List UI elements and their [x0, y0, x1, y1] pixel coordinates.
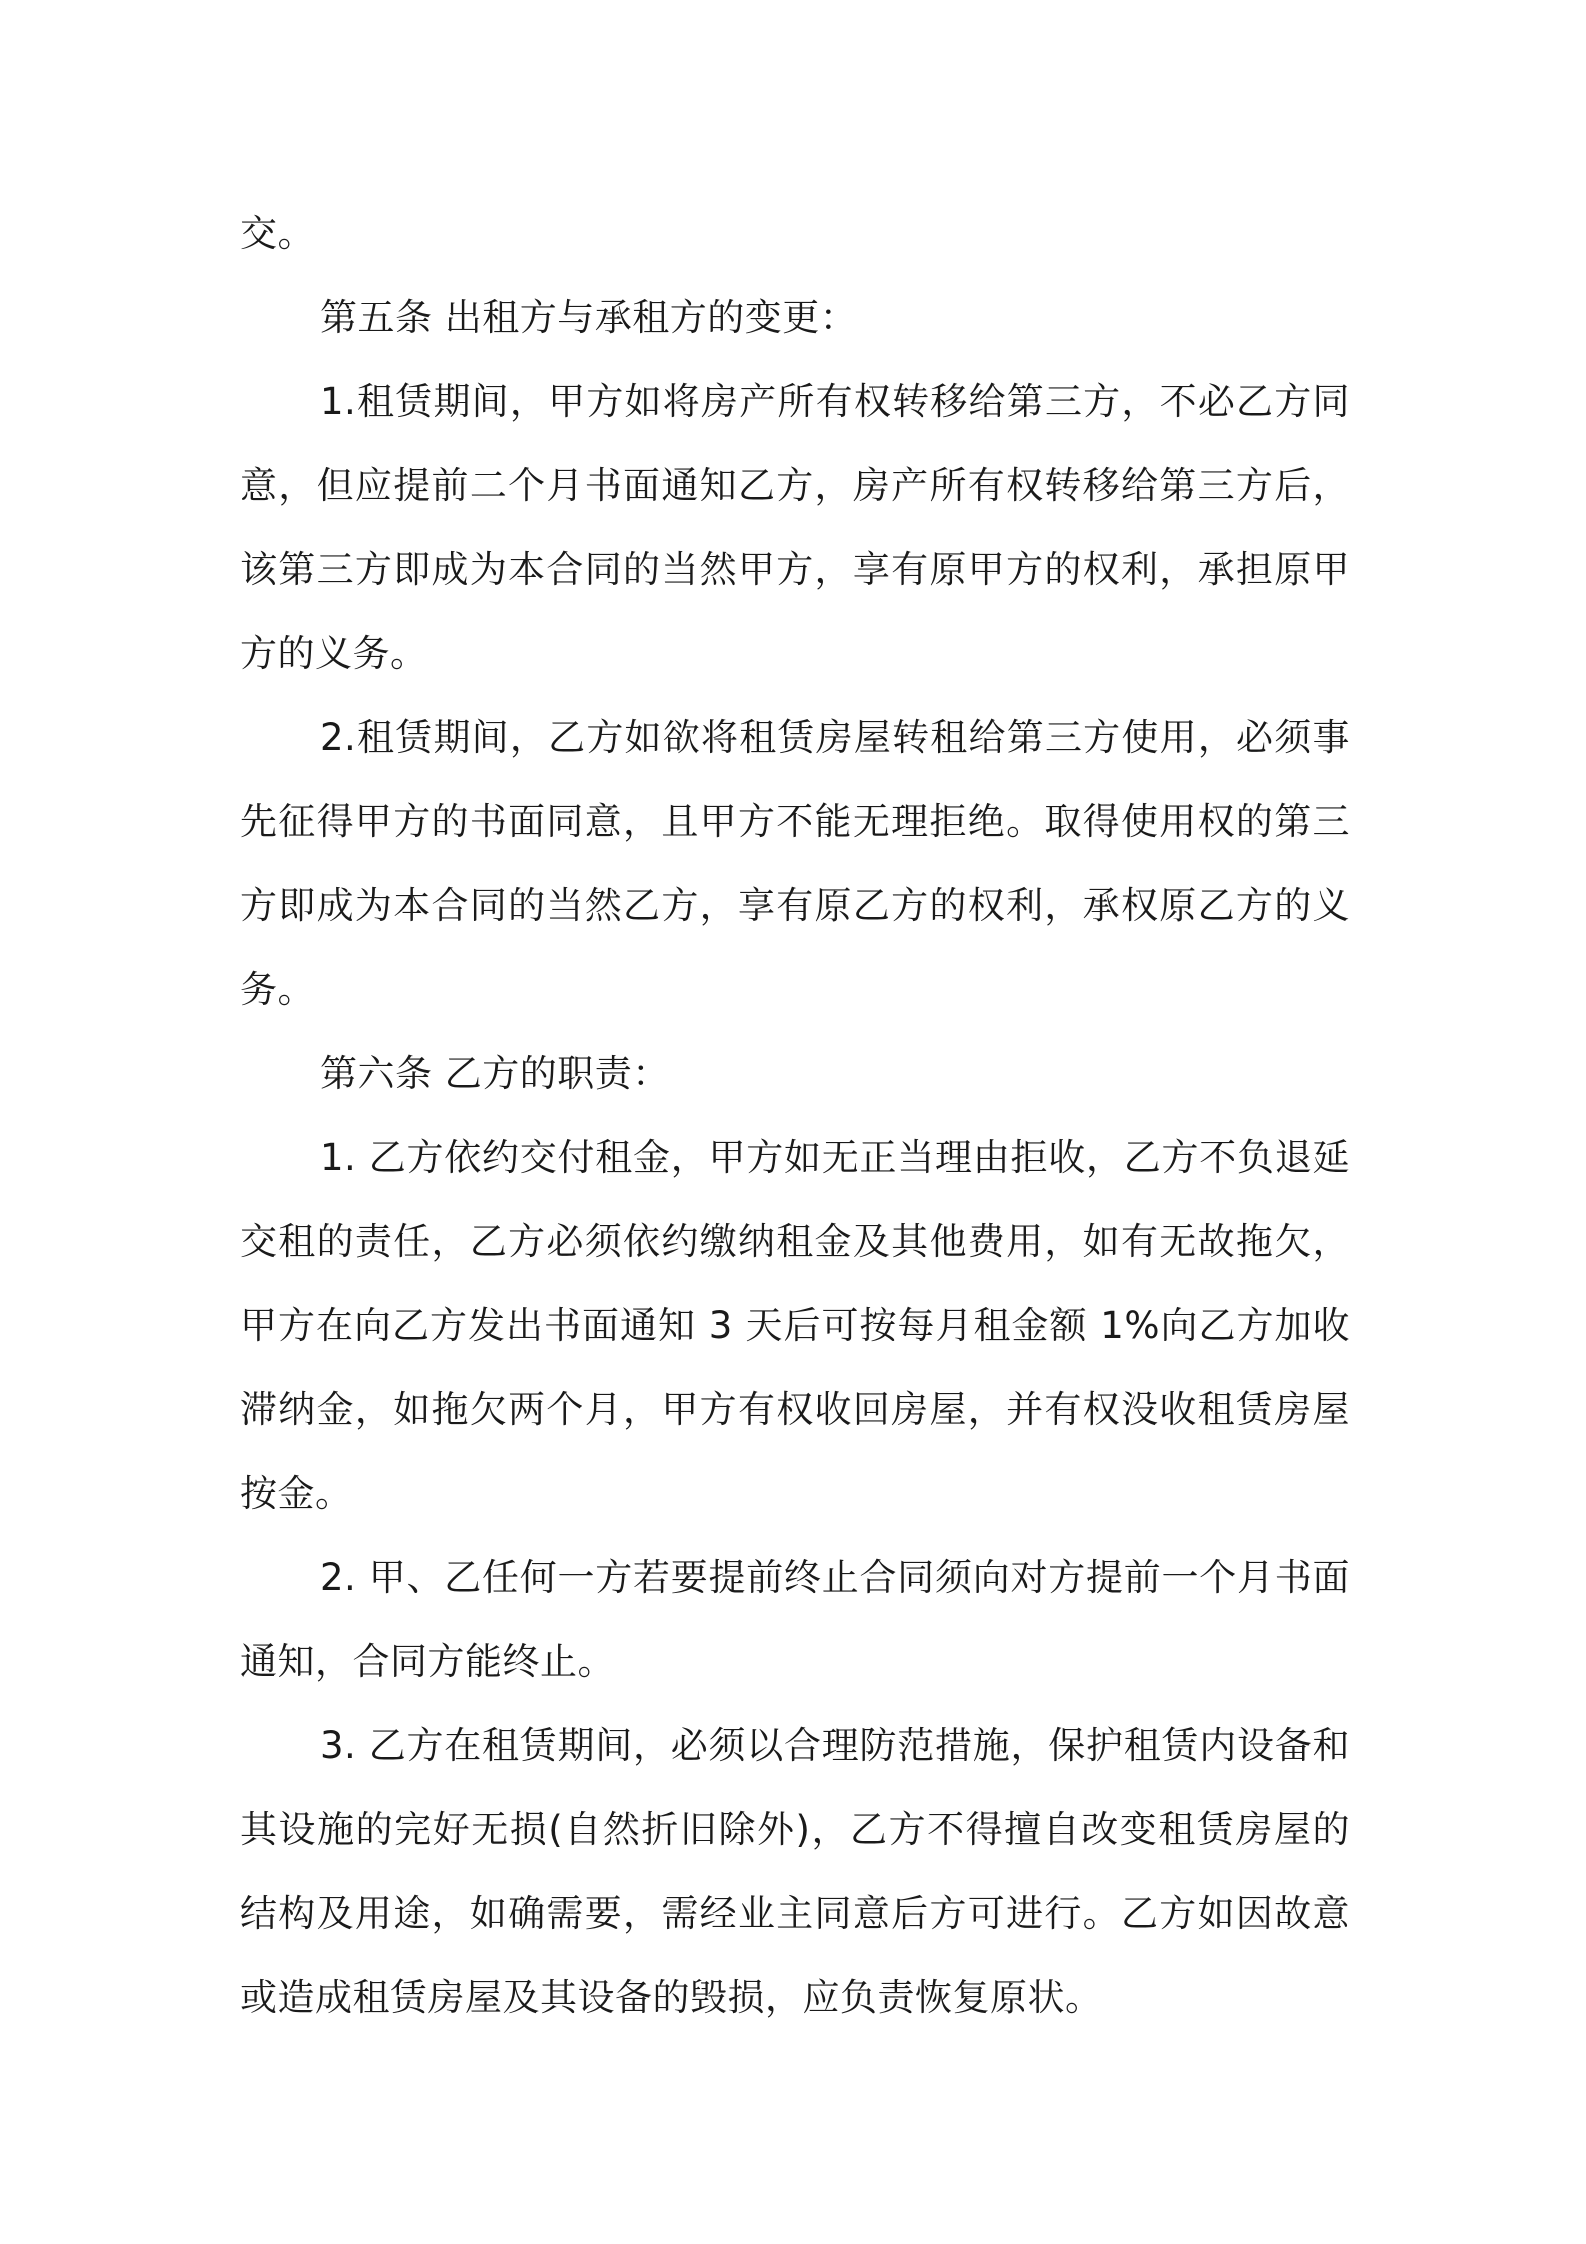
document-body — [240, 192, 1350, 2040]
article-5-clause-1: 1.租赁期间，甲方如将房产所有权转移给第三方，不必乙方同意，但应提前二个月书面通知乙方，房产所有权转移给第三方后，该第三方即成为本合同的当然甲方，享有原甲方的权利，承担原甲方的义务。 — [240, 380, 1350, 675]
article-5-heading: 第五条 出租方与承租方的变更： — [320, 296, 858, 339]
article-5-clause-2: 2.租赁期间，乙方如欲将租赁房屋转租给第三方使用，必须事先征得甲方的书面同意，且甲方不能无理拒绝。取得使用权的第三方即成为本合同的当然乙方，享有原乙方的权利，承权原乙方的义务。 — [240, 716, 1350, 1011]
article-6-clause-3: 3. 乙方在租赁期间，必须以合理防范措施，保护租赁内设备和其设施的完好无损(自然折旧除外)，乙方不得擅自改变租赁房屋的结构及用途，如确需要，需经业主同意后方可进行。乙方如因故意或造成租赁房屋及其设备的毁损，应负责恢复原状。 — [240, 1724, 1350, 2019]
article-6-heading: 第六条 乙方的职责： — [320, 1052, 670, 1095]
article-6-clause-1: 1. 乙方依约交付租金，甲方如无正当理由拒收，乙方不负退延交租的责任，乙方必须依约缴纳租金及其他费用，如有无故拖欠，甲方在向乙方发出书面通知 3 天后可按每月租金额 1%向乙方加收滞纳金，如拖欠两个月，甲方有权收回房屋，并有权没收租赁房屋按金。 — [240, 1136, 1350, 1515]
article-6-clause-2: 2. 甲、乙任何一方若要提前终止合同须向对方提前一个月书面通知，合同方能终止。 — [240, 1556, 1350, 1683]
paragraph-continuation: 交。 — [240, 212, 315, 255]
